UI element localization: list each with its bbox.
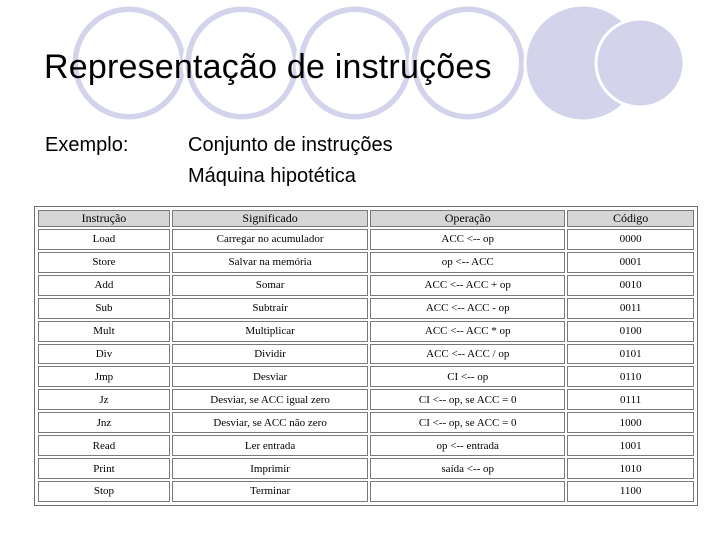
instruction-cell: Div [38,344,170,365]
operation-cell: CI <-- op, se ACC = 0 [370,389,565,410]
slide-title: Representação de instruções [44,48,492,86]
column-header: Código [567,210,694,227]
table-row [38,275,694,296]
operation-cell [370,481,565,502]
meaning-cell: Desviar, se ACC não zero [172,412,368,433]
operation-cell: ACC <-- ACC / op [370,344,565,365]
operation-cell: op <-- ACC [370,252,565,273]
instruction-cell: Jmp [38,366,170,387]
meaning-cell: Multiplicar [172,321,368,342]
instruction-cell: Print [38,458,170,479]
operation-cell: ACC <-- ACC - op [370,298,565,319]
code-cell: 1010 [567,458,694,479]
instruction-table [34,206,698,506]
meaning-cell: Salvar na memória [172,252,368,273]
table-row [38,229,694,250]
operation-cell: ACC <-- ACC + op [370,275,565,296]
meaning-cell: Desviar [172,366,368,387]
instruction-cell: Sub [38,298,170,319]
operation-cell: ACC <-- op [370,229,565,250]
table-row [38,458,694,479]
table-header-row [38,210,694,227]
meaning-cell: Ler entrada [172,435,368,456]
code-cell: 1000 [567,412,694,433]
table-row [38,321,694,342]
operation-cell: CI <-- op [370,366,565,387]
column-header: Operação [370,210,565,227]
operation-cell: CI <-- op, se ACC = 0 [370,412,565,433]
operation-cell: saída <-- op [370,458,565,479]
code-cell: 0010 [567,275,694,296]
instruction-cell: Jnz [38,412,170,433]
instruction-cell: Store [38,252,170,273]
table-row [38,252,694,273]
operation-cell: op <-- entrada [370,435,565,456]
instruction-cell: Mult [38,321,170,342]
instruction-cell: Jz [38,389,170,410]
table-row [38,481,694,502]
instruction-set-heading: Conjunto de instruções [188,134,393,156]
table-row [38,435,694,456]
column-header: Significado [172,210,368,227]
instruction-cell: Add [38,275,170,296]
code-cell: 1001 [567,435,694,456]
instruction-cell: Load [38,229,170,250]
table-row [38,412,694,433]
table-row [38,366,694,387]
table-row [38,344,694,365]
code-cell: 0111 [567,389,694,410]
meaning-cell: Desviar, se ACC igual zero [172,389,368,410]
code-cell: 0000 [567,229,694,250]
meaning-cell: Subtrair [172,298,368,319]
code-cell: 0110 [567,366,694,387]
code-cell: 1100 [567,481,694,502]
column-header: Instrução [38,210,170,227]
instruction-cell: Read [38,435,170,456]
table-row [38,298,694,319]
meaning-cell: Imprimir [172,458,368,479]
meaning-cell: Dividir [172,344,368,365]
example-label: Exemplo: [45,134,129,156]
table-row [38,389,694,410]
code-cell: 0001 [567,252,694,273]
operation-cell: ACC <-- ACC * op [370,321,565,342]
code-cell: 0101 [567,344,694,365]
meaning-cell: Somar [172,275,368,296]
meaning-cell: Carregar no acumulador [172,229,368,250]
meaning-cell: Terminar [172,481,368,502]
machine-heading: Máquina hipotética [188,165,356,187]
code-cell: 0100 [567,321,694,342]
instruction-cell: Stop [38,481,170,502]
code-cell: 0011 [567,298,694,319]
